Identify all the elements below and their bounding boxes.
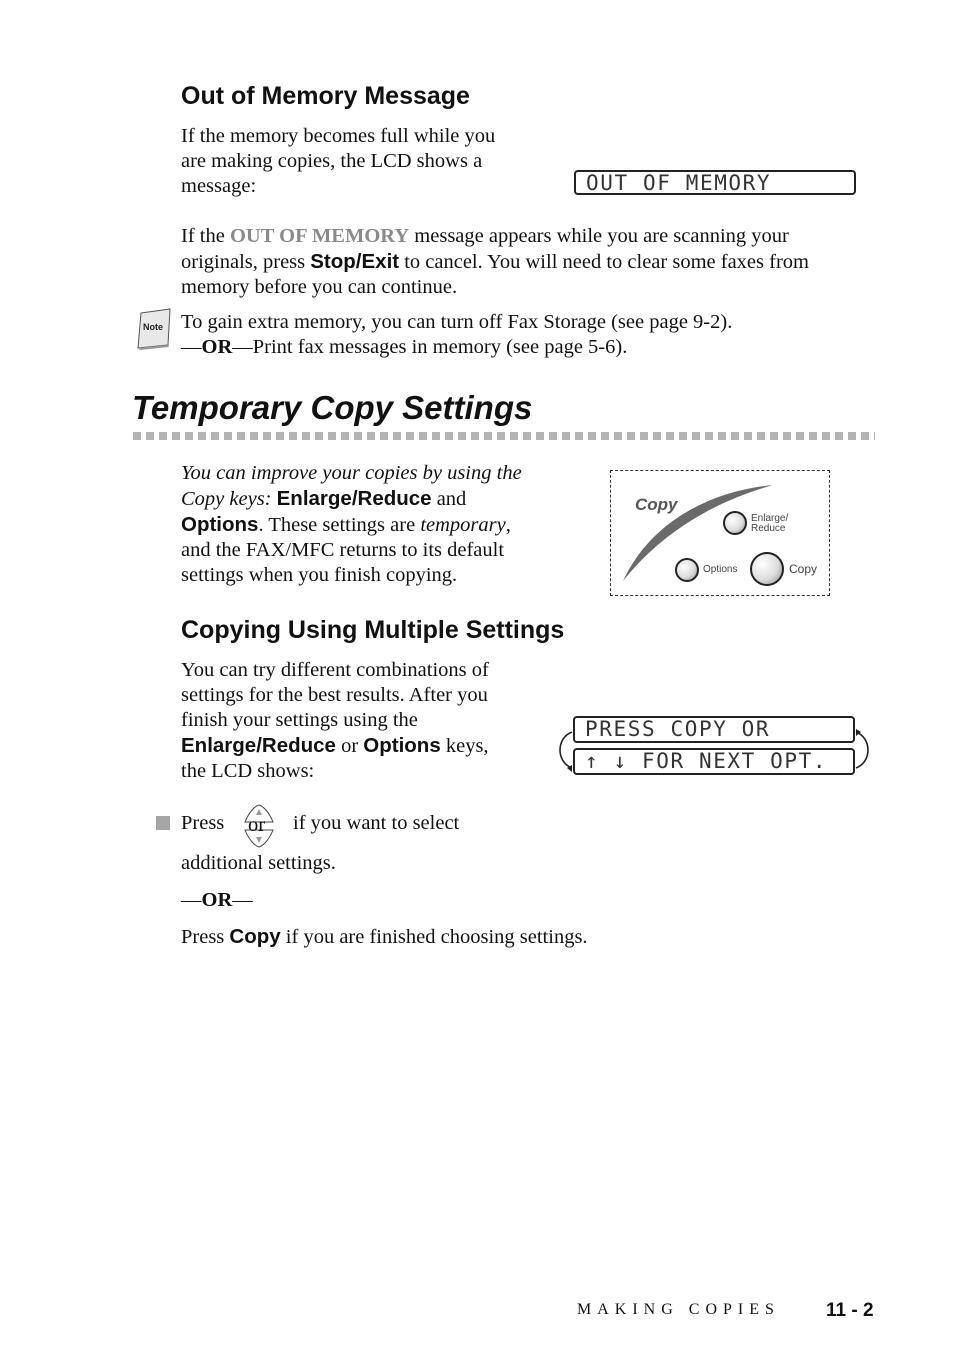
text: You can improve your copies by using the [181,462,522,484]
copy-panel-illustration [610,470,830,596]
stop-exit-key: Stop/Exit [310,250,400,273]
text-line: message: [181,175,257,197]
copy-label: Copy [789,562,818,576]
note-icon [134,308,174,350]
text: keys, [440,735,489,757]
options-label: Options [703,564,738,575]
copy-button [750,552,784,586]
press-label: Press [181,812,225,834]
options-button [675,558,699,582]
text-line: settings when you finish copying. [181,564,458,586]
panel-swoosh [611,471,829,595]
enlarge-reduce-key: Enlarge/Reduce [181,734,336,757]
text-line: if you want to select [293,812,460,834]
page-number: 11 - 2 [826,1300,874,1321]
text: Copy keys: [181,488,277,510]
copy-key: Copy [229,925,281,948]
lcd-scroll-right-arrow-icon [852,728,876,774]
text: —Print fax messages in memory (see page 5-6). [232,336,628,358]
text: to cancel. You will need to clear some faxes from [399,251,809,273]
text: if you are finished choosing settings. [280,926,588,948]
out-of-memory-intro [181,124,495,199]
label-line: Reduce [751,523,786,534]
text-line: additional settings. [181,852,336,874]
text-line: You can try different combinations of [181,659,489,681]
lcd-line-2: ↑ ↓ FOR NEXT OPT. [573,748,855,775]
text: or [335,735,364,757]
or-text: OR [201,889,233,911]
title-underline-dots [133,432,875,440]
page-title-temporary-copy-settings: Temporary Copy Settings [132,389,533,426]
lcd-line-1: PRESS COPY OR [573,716,855,743]
text: , [505,514,511,536]
temporary-settings-intro [181,461,522,588]
panel-brand-label: Copy [635,495,678,514]
text-line: memory before you can continue. [181,276,458,298]
enlarge-reduce-key: Enlarge/Reduce [276,487,432,510]
text: If the [181,225,230,247]
text-line: settings for the best results. After you [181,684,488,706]
text: message appears while you are scanning your [409,225,789,247]
enlarge-reduce-label [751,514,788,534]
text: temporary [420,514,506,536]
enlarge-reduce-button [723,511,747,535]
text-line: and the FAX/MFC returns to its default [181,539,505,561]
note-text: To gain extra memory, you can turn off Fax Storage (see page 9-2). —OR—Print fax messages in memory (see page 5-6). [181,311,733,358]
section-heading-multiple-settings: Copying Using Multiple Settings [181,616,565,644]
note-icon-label: Note [143,322,163,332]
text-line: To gain extra memory, you can turn off Fax Storage (see page 9-2). [181,311,733,333]
footer-section-label: MAKING COPIES [577,1301,780,1318]
label-line: Enlarge/ [751,513,789,524]
text: originals, press [181,251,311,273]
text: . These settings are [258,514,421,536]
lcd-out-of-memory: OUT OF MEMORY [574,170,856,195]
list-bullet [156,816,170,830]
or-separator: —OR— [181,889,253,911]
text-line: finish your settings using the [181,709,418,731]
text: and [431,488,467,510]
options-key: Options [363,734,441,757]
text: Press [181,926,230,948]
options-key: Options [181,513,259,536]
text-line: the LCD shows: [181,760,315,782]
section-heading-out-of-memory: Out of Memory Message [181,82,470,110]
multiple-settings-paragraph [181,658,489,784]
or-key-label: or [248,814,266,836]
or-text: OR [201,336,233,358]
final-instruction [181,924,588,950]
text-line: are making copies, the LCD shows a [181,150,483,172]
out-of-memory-paragraph [181,224,881,300]
text-line: If the memory becomes full while you [181,125,496,147]
lcd-message-ref: OUT OF MEMORY [229,225,410,247]
